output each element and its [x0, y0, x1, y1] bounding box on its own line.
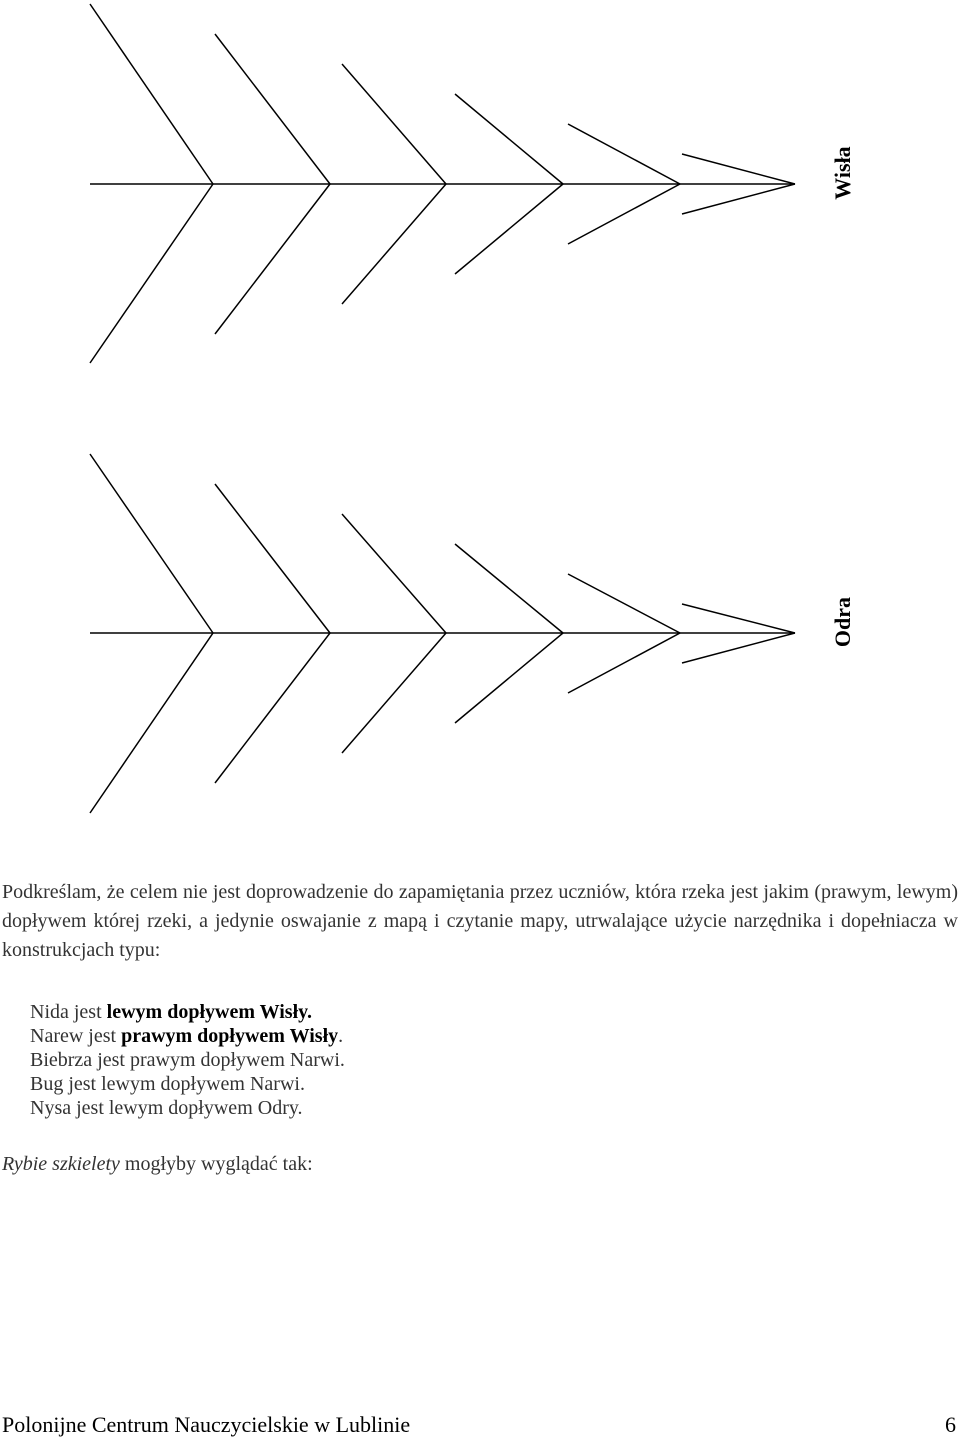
bone-lower [682, 633, 795, 663]
bone-upper [455, 544, 563, 633]
example-sentences [30, 1000, 345, 1120]
bone-lower [215, 633, 330, 783]
diagram-label-wisla: Wisła [830, 146, 855, 200]
bone-lower [342, 633, 446, 753]
bone-upper [342, 514, 446, 633]
bone-lower [90, 633, 213, 813]
footer-organization: Polonijne Centrum Nauczycielskie w Lublinie [2, 1412, 411, 1437]
bone-upper [90, 454, 213, 633]
bone-lower [90, 184, 213, 363]
bone-lower [455, 633, 563, 723]
bone-upper [682, 154, 795, 184]
bone-lower [342, 184, 446, 304]
bone-upper [342, 64, 446, 184]
bone-upper [215, 34, 330, 184]
bone-lower [568, 184, 680, 244]
outro-sentence: Rybie szkielety mogłyby wyglądać tak: [2, 1153, 313, 1175]
bone-lower [682, 184, 795, 214]
diagram-label-odra: Odra [830, 596, 855, 648]
bone-upper [568, 124, 680, 184]
bone-lower [568, 633, 680, 693]
example-sentence: Nysa jest lewym dopływem Odry. [30, 1097, 303, 1119]
bone-upper [455, 94, 563, 184]
bone-lower [215, 184, 330, 334]
bone-upper [90, 4, 213, 184]
bone-upper [682, 604, 795, 633]
intro-paragraph: Podkreślam, że celem nie jest doprowadzenie do zapamiętania przez uczniów, która rzeka jest jakim (prawym, lewym) dopływem której rzeki, a jedynie oswajanie z mapą i czytanie mapy, utrwalające użycie narzędnika i dopełniacza w konstrukcjach typu: [2, 881, 958, 961]
fishbone-diagram-wisla [0, 0, 960, 440]
example-sentence: Bug jest lewym dopływem Narwi. [30, 1073, 305, 1095]
example-sentence: Narew jest prawym dopływem Wisły. [30, 1025, 344, 1047]
example-sentence: Nida jest lewym dopływem Wisły. [30, 1001, 313, 1023]
page-number: 6 [945, 1412, 956, 1437]
bone-upper [568, 574, 680, 633]
bone-upper [215, 484, 330, 633]
example-sentence: Biebrza jest prawym dopływem Narwi. [30, 1049, 345, 1071]
bone-lower [455, 184, 563, 274]
fishbone-diagram-odra [0, 450, 960, 890]
